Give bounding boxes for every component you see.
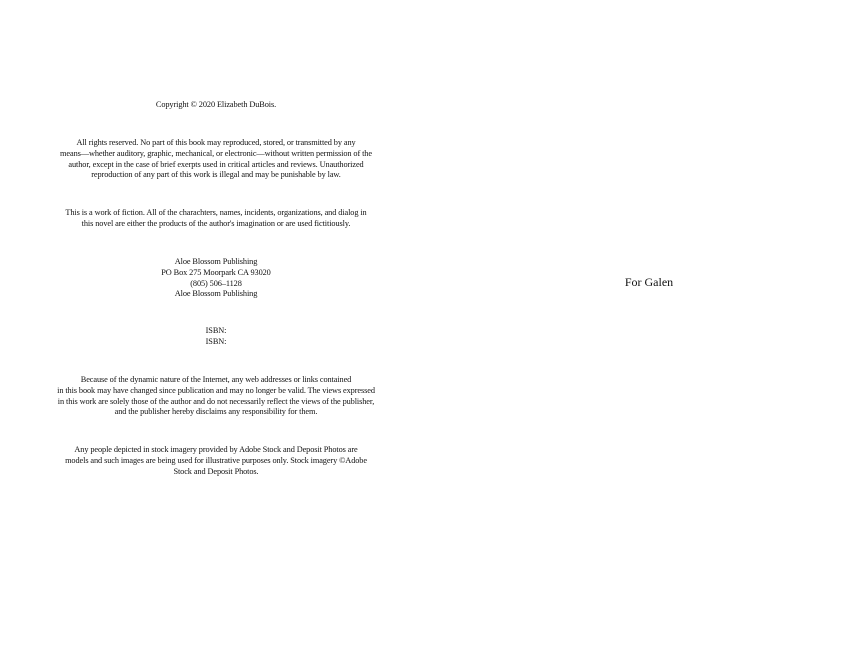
publisher-phone: (805) 506–1128 bbox=[190, 278, 242, 288]
rights-line: author, except in the case of brief exerpts used in critical articles and reviews. Unauthorized bbox=[68, 159, 364, 169]
stock-line: models and such images are being used for illustrative purposes only. Stock imagery ©Adobe bbox=[65, 455, 367, 465]
isbn-line: ISBN: bbox=[205, 336, 227, 346]
rights-reserved-paragraph bbox=[46, 138, 386, 181]
rights-line: means—whether auditory, graphic, mechanical, or electronic—without written permission of the bbox=[60, 148, 372, 158]
internet-line: and the publisher hereby disclaims any responsibility for them. bbox=[114, 407, 318, 417]
rights-line: All rights reserved. No part of this book may reproduced, stored, or transmitted by any bbox=[76, 138, 356, 147]
rights-line: reproduction of any part of this work is illegal and may be punishable by law. bbox=[91, 170, 341, 180]
publisher-name: Aloe Blossom Publishing bbox=[174, 257, 258, 266]
stock-line: Stock and Deposit Photos. bbox=[173, 466, 259, 476]
internet-disclaimer bbox=[46, 375, 386, 418]
stock-line: Any people depicted in stock imagery provided by Adobe Stock and Deposit Photos are bbox=[74, 445, 358, 454]
fiction-line: This is a work of fiction. All of the charachters, names, incidents, organizations, and dialog in bbox=[65, 208, 367, 217]
fiction-disclaimer bbox=[46, 208, 386, 230]
isbn-block bbox=[46, 326, 386, 348]
dedication bbox=[432, 274, 864, 290]
publisher-info bbox=[46, 257, 386, 300]
copyright-line: Copyright © 2020 Elizabeth DuBois. bbox=[155, 100, 277, 109]
publisher-name-repeat: Aloe Blossom Publishing bbox=[174, 289, 258, 299]
internet-line: Because of the dynamic nature of the Internet, any web addresses or links contained bbox=[80, 375, 352, 384]
copyright-notice bbox=[46, 100, 386, 111]
internet-line: in this work are solely those of the author and do not necessarily reflect the views of the publisher, bbox=[57, 396, 375, 406]
fiction-line: this novel are either the products of the author's imagination or are used fictitiously. bbox=[81, 218, 351, 228]
internet-line: in this book may have changed since publication and may no longer be valid. The views expressed bbox=[57, 385, 375, 395]
dedication-text: For Galen bbox=[624, 275, 674, 289]
stock-imagery-notice bbox=[46, 445, 386, 477]
publisher-address: PO Box 275 Moorpark CA 93020 bbox=[161, 267, 271, 277]
isbn-line: ISBN: bbox=[205, 326, 227, 335]
dedication-page bbox=[432, 0, 864, 648]
